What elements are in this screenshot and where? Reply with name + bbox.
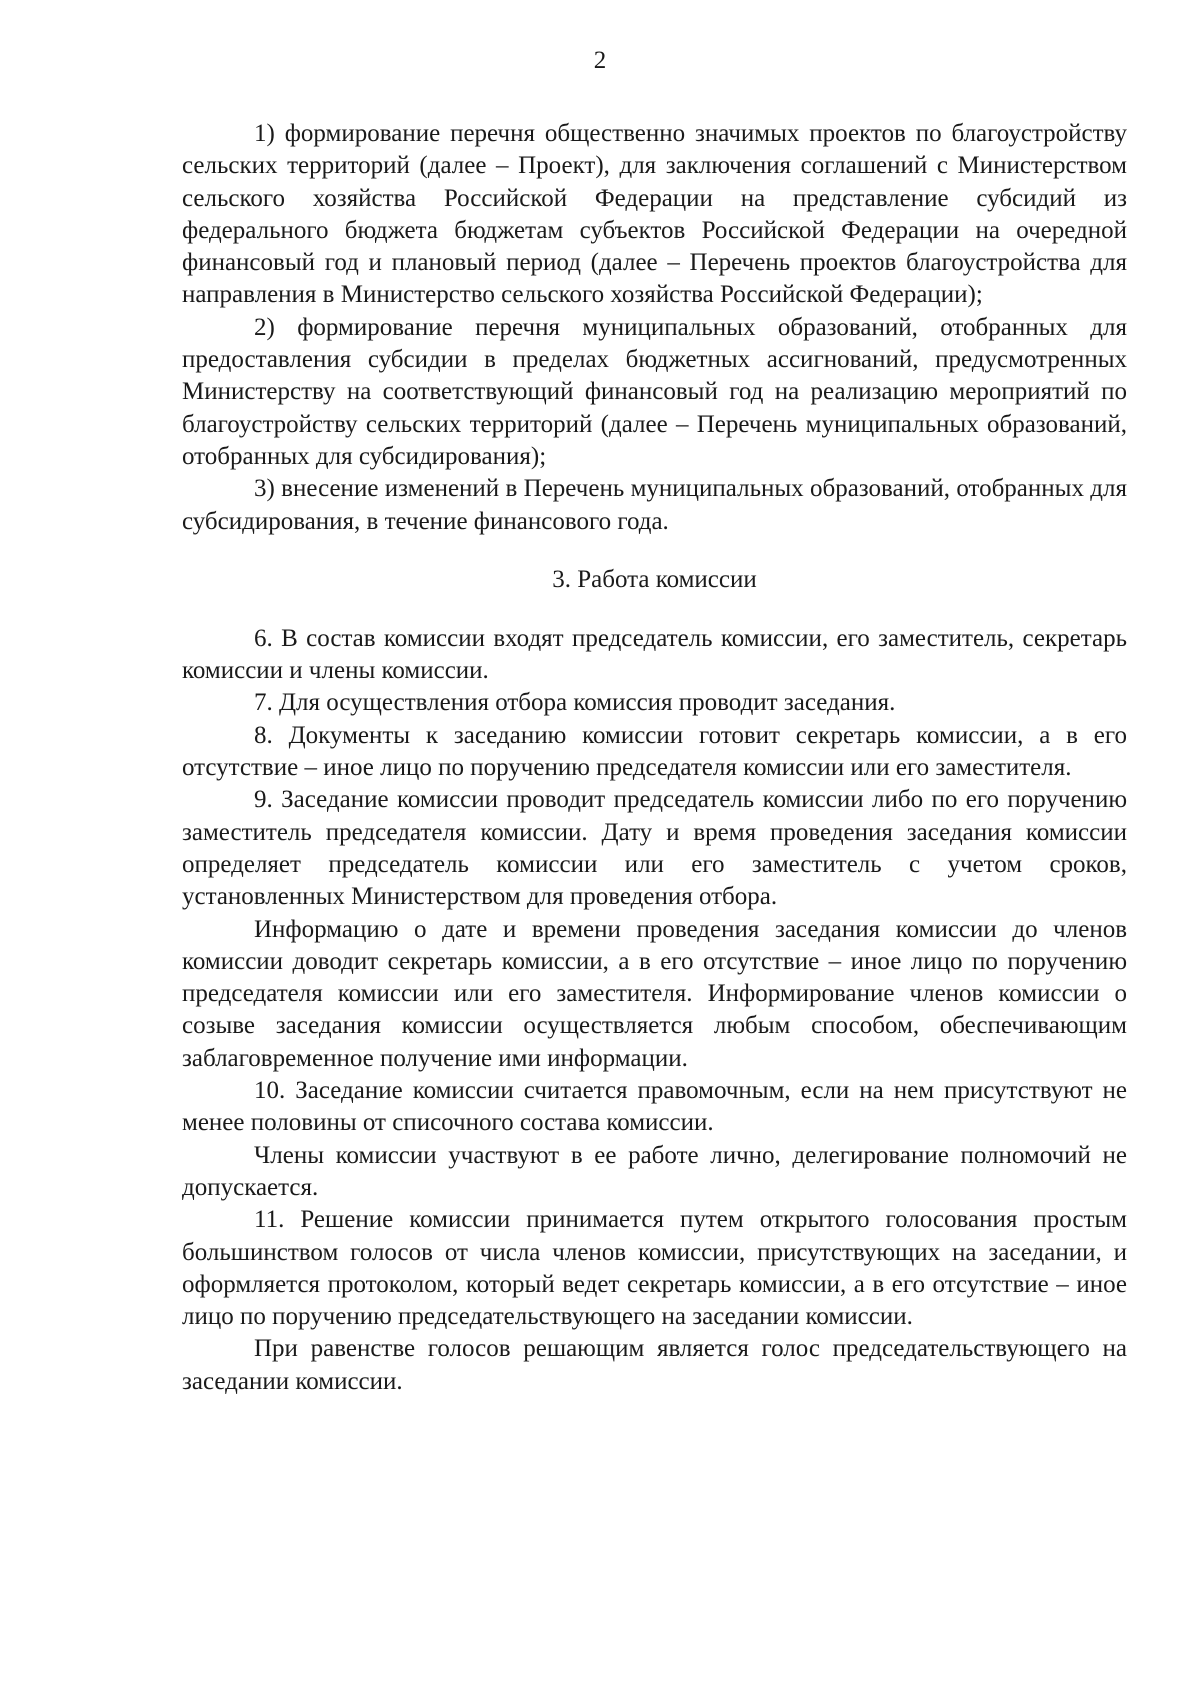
paragraph-7: 7. Для осуществления отбора комиссия проводит заседания.	[254, 689, 896, 717]
paragraph-11-tie-vote: При равенстве голосов решающим является голос председательствующего на заседании комиссии.	[182, 1335, 1127, 1395]
section-heading: 3. Работа комиссии	[552, 565, 757, 593]
paragraph-6: 6. В состав комиссии входят председатель комиссии, его заместитель, секретарь комиссии и члены комиссии.	[182, 624, 1127, 685]
page-number: 2	[593, 47, 607, 74]
paragraph-item-2: 2) формирование перечня муниципальных образований, отобранных для предоставления субсидии в пределах бюджетных ассигнований, предусмотренных Министерству на соответствующий финансовый год на реализацию мероприятий по благоустройству сельских территорий (далее – Перечень муниципальных образований, отобранных для субсидирования);	[182, 313, 1127, 470]
paragraph-10: 10. Заседание комиссии считается правомочным, если на нем присутствуют не менее половины от списочного состава комиссии.	[182, 1077, 1127, 1137]
paragraph-item-3: 3) внесение изменений в Перечень муниципальных образований, отобранных для субсидирования, в течение финансового года.	[182, 475, 1127, 535]
paragraph-9: 9. Заседание комиссии проводит председатель комиссии либо по его поручению заместитель председателя комиссии. Дату и время проведения заседания комиссии определяет председатель комиссии или его заместитель с учетом сроков, установленных Министерством для проведения отбора.	[182, 786, 1127, 911]
paragraph-9-information: Информацию о дате и времени проведения заседания комиссии до членов комиссии доводит секретарь комиссии, а в его отсутствие – иное лицо по поручению председателя комиссии или его заместителя. Информирование членов комиссии о созыве заседания комиссии осуществляется любым способом, обеспечивающим заблаговременное получение ими информации.	[182, 915, 1127, 1072]
paragraph-8: 8. Документы к заседанию комиссии готовит секретарь комиссии, а в его отсутствие – иное лицо по поручению председателя комиссии или его заместителя.	[182, 721, 1127, 782]
paragraph-item-1: 1) формирование перечня общественно значимых проектов по благоустройству сельских территорий (далее – Проект), для заключения соглашений с Министерством сельского хозяйства Российской Федерации на представление субсидий из федерального бюджета бюджетам субъектов Российской Федерации на очередной финансовый год и плановый период (далее – Перечень проектов благоустройства для направления в Министерство сельского хозяйства Российской Федерации);	[182, 120, 1127, 309]
paragraph-11: 11. Решение комиссии принимается путем открытого голосования простым большинством голосов от числа членов комиссии, присутствующих на заседании, и оформляется протоколом, который ведет секретарь комиссии, а в его отсутствие – иное лицо по поручению председательствующего на заседании комиссии.	[182, 1206, 1127, 1331]
paragraph-10-members: Члены комиссии участвуют в ее работе лично, делегирование полномочий не допускается.	[182, 1141, 1127, 1201]
document-body	[182, 118, 1127, 1398]
